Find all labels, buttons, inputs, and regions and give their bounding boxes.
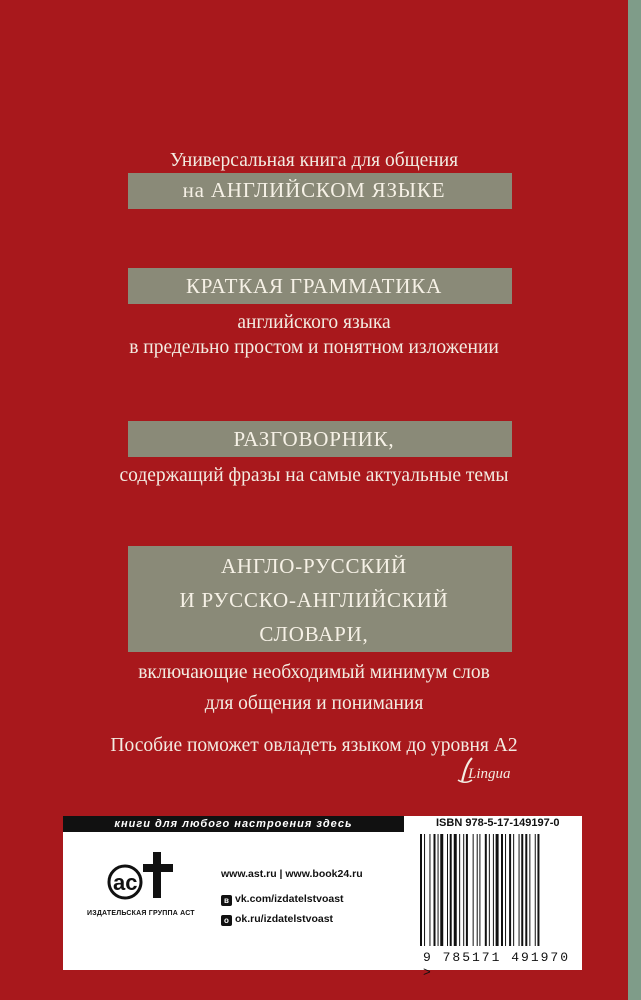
dictionary-line-2: для общения и понимания [204,693,424,714]
barcode-bar [477,834,478,946]
slogan-bar: книги для любого настроения здесь [63,816,404,832]
dictionary-line-1: включающие необходимый минимум слов [138,662,490,683]
barcode-bar [509,834,511,946]
barcode-bar [501,834,503,946]
barcode-bar [519,834,520,946]
lingua-logo-text: Lingua [468,766,511,782]
phrasebook-band-text: РАЗГОВОРНИК, [233,427,395,451]
dictionary-band-line-1: АНГЛО-РУССКИЙ [220,554,408,578]
grammar-line-2: в предельно простом и понятном изложении [129,337,499,358]
barcode-bar [473,834,474,946]
barcode-bar [537,834,539,946]
barcode-bar [479,834,480,946]
dictionary-band-line-3: СЛОВАРИ, [259,622,369,646]
ok-text: ok.ru/izdatelstvoast [235,913,334,925]
barcode-bar [424,834,425,946]
level-line: Пособие поможет овладеть языком до уровня А2 [110,735,518,756]
svg-text:ac: ac [113,870,138,895]
grammar-line-1: английского языка [237,312,391,333]
barcode-bar [496,834,499,946]
barcode-bar [454,834,457,946]
barcode-bar [447,834,448,946]
spine-edge [628,0,641,1000]
barcode-bar [450,834,452,946]
vk-text: vk.com/izdatelstvoast [235,893,344,905]
grammar-band-text: КРАТКАЯ ГРАММАТИКА [185,274,443,298]
ok-icon: о [221,915,232,926]
vk-icon: в [221,895,232,906]
vk-link[interactable] [221,893,344,906]
intro-line: Универсальная книга для общения [169,150,459,171]
barcode-bar [513,834,514,946]
ast-logo [103,844,183,904]
barcode-bar [535,834,536,946]
intro-band-text: на АНГЛИЙСКОМ ЯЗЫКЕ [182,178,446,202]
barcode-bar [459,834,460,946]
barcode-bar [489,834,490,946]
barcode-bar [493,834,494,946]
barcode-bar [434,834,436,946]
barcode-bar [525,834,527,946]
ok-link[interactable] [221,913,333,926]
barcode-bar [505,834,506,946]
barcode-bar [440,834,443,946]
barcode-bar [529,834,530,946]
barcode-bar [438,834,439,946]
isbn-text: ISBN 978-5-17-149197-0 [436,817,560,829]
barcode-bar [466,834,468,946]
barcode-bar [463,834,464,946]
phrasebook-line: содержащий фразы на самые актуальные темы [119,465,509,486]
barcode [418,834,578,948]
barcode-digits: 9 785171 491970 > [423,950,571,980]
info-panel [63,816,582,980]
barcode-bar [521,834,523,946]
barcode-bar [485,834,487,946]
barcode-bar [429,834,430,946]
dictionary-band-line-2: И РУССКО-АНГЛИЙСКИЙ [179,588,449,612]
websites-text: www.ast.ru | www.book24.ru [221,868,363,880]
barcode-bar [420,834,422,946]
publisher-name: ИЗДАТЕЛЬСКАЯ ГРУППА АСТ [87,910,195,917]
